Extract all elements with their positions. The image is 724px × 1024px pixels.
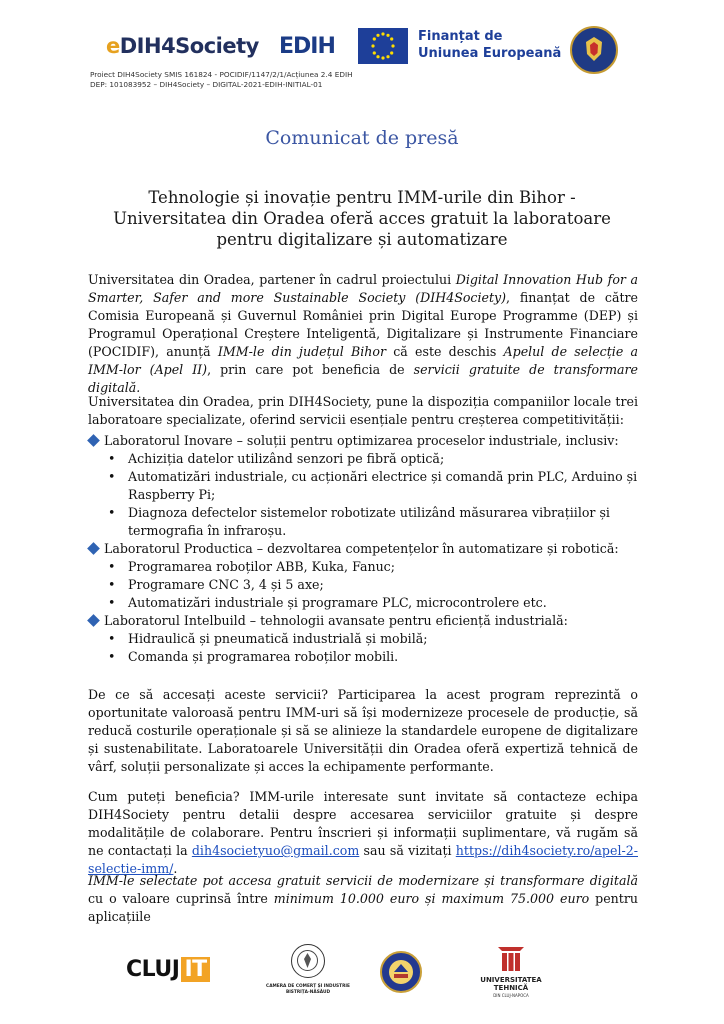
lab-intelbuild-items [88,630,648,666]
list-item: • Automatizări industriale, cu acționări electrice și comandă prin PLC, Arduino și Raspberry Pi; [88,468,648,504]
p1-text-3: că este deschis [386,344,504,359]
p5-italic-2: minimum 10.000 euro și maximum 75.000 euro [273,891,590,906]
cluj-it-logo [126,957,210,982]
p1-project-name: Digital Innovation Hub for a Smarter, Safer and more Sustainable Society (DIH4Society) [88,272,639,305]
list-item: • Hidraulică și pneumatică industrială și mobilă; [88,630,648,648]
how-paragraph [88,788,638,878]
utcn-logo-icon [496,945,526,973]
romanian-government-seal-icon [570,26,618,74]
p1-text-1: Universitatea din Oradea, partener în cadrul proiectului [88,272,456,287]
why-paragraph: De ce să accesați aceste servicii? Participarea la acest program reprezintă o oportunitate valoroasă pentru IMM-uri să își modernizeze procesele de producție, să reducă costurile operaționale și să se alinieze la standardele europene de digitalizare și sustenabilitate. Laboratoarele Universității din Oradea oferă expertiză tehnică de vârf, soluții personalizate și acces la echipamente performante. [88,687,638,774]
lab-inovare-items [88,450,648,540]
email-link[interactable]: dih4societyuo@gmail.com [191,843,360,858]
project-info-line2: DEP: 101083952 – DIH4Society – DIGITAL-2021-EDIH-INITIAL-01 [90,80,323,89]
diamond-bullet-icon [87,614,100,627]
website-link[interactable]: https://dih4society.ro/apel-2-selectie-imm/ [88,843,638,876]
p1-services: servicii gratuite de transformare digitală. [88,362,638,395]
eu-text-line1: Finanțat de [418,29,503,44]
eu-text-line2: Uniunea Europeană [418,46,562,61]
p4-text-3: . [173,861,178,876]
p1-text-4: , prin care pot beneficia de [207,362,414,377]
p1-call-name: Apelul de selecție a IMM-lor (Apel II) [88,344,639,377]
cluj-text: CLUJ [126,957,180,982]
cluj-it-badge: IT [181,957,209,982]
lab-productica [88,540,648,558]
chamber-of-commerce-seal-icon [291,944,325,978]
list-item: • Diagnoza defectelor sistemelor robotizate utilizând măsurarea vibrațiilor și termografia în infraroșu. [88,504,648,540]
lab-title: Laboratorul Intelbuild – tehnologii avansate pentru eficiență industrială: [104,613,568,628]
p4-text-1: Cum puteți beneficia? IMM-urile interesate sunt invitate să contacteze echipa DIH4Society pentru detalii despre accesarea serviciilor gratuite și despre modalitățile de colaborare. Pentru înscrieri și informații suplimentare, vă rugăm să ne contactați la [88,789,638,858]
lab-title: Laboratorul Productica – dezvoltarea competențelor în automatizare și robotică: [104,541,619,556]
p1-text-2: , finanțat de către Comisia Europeană și Guvernul României prin Digital Europe Programme (DEP) și Programul Operațional Creștere Inteligentă, Digitalizare și Instrumente Financiare (POCIDIF), anunță [88,290,638,359]
edih-logo: EDIH [279,34,335,59]
list-item: • Comanda și programarea roboților mobili. [88,648,648,666]
p5-text-1: cu o valoare cuprinsă între [88,891,274,906]
utcn-name: UNIVERSITATEA TEHNICĂ [480,976,542,992]
lab-inovare [88,432,648,450]
labs-list [88,432,648,666]
eu-flag-icon [358,28,408,64]
value-paragraph [88,872,638,926]
headline: Tehnologie și inovație pentru IMM-urile din Bihor -Universitatea din Oradea oferă acces gratuit la laboratoare pentru digitalizare și automatizare [113,188,611,249]
p4-text-2: sau să vizitați [359,843,456,858]
university-oradea-seal-icon [380,951,422,993]
diamond-bullet-icon [87,434,100,447]
list-item: • Achiziția datelor utilizând senzori pe fibră optică; [88,450,648,468]
utcn-city: DIN CLUJ-NAPOCA [493,993,529,998]
chamber-of-commerce-text: CAMERA DE COMERȚ ȘI INDUSTRIE BISTRIȚA-NĂSĂUD [266,984,350,995]
labs-intro-paragraph: Universitatea din Oradea, prin DIH4Society, pune la dispoziția companiilor locale trei laboratoare specializate, oferind servicii esențiale pentru creșterea competitivității: [88,394,638,427]
edih4society-logo [106,34,259,58]
list-item: • Programarea roboților ABB, Kuka, Fanuc; [88,558,648,576]
lab-title: Laboratorul Inovare – soluții pentru optimizarea proceselor industriale, inclusiv: [104,433,619,448]
logo-dih4society: DIH4Society [119,34,259,58]
list-item: • Programare CNC 3, 4 și 5 axe; [88,576,648,594]
intro-paragraph [88,271,638,397]
press-release-title: Comunicat de presă [265,127,459,149]
utcn-emblem-icon [496,945,526,973]
p5-italic-1: IMM-le selectate pot accesa gratuit servicii de modernizare și transformare digitală [88,873,638,888]
p5-text-2: pentru aplicațiile [88,891,638,924]
chamber-emblem-icon [292,945,323,976]
lab-productica-items [88,558,648,612]
project-info-line1: Proiect DIH4Society SMIS 161824 - POCIDIF/1147/2/1/Acțiunea 2.4 EDIH [90,70,353,79]
p1-target: IMM-le din județul Bihor [217,344,387,359]
logo-e: e [106,34,120,58]
coat-of-arms-icon [572,28,616,72]
lab-intelbuild [88,612,648,630]
list-item: • Automatizări industriale și programare PLC, microcontrolere etc. [88,594,648,612]
university-emblem-icon [382,953,420,991]
eu-stars-icon [358,28,408,64]
eu-funding-text [418,28,561,62]
diamond-bullet-icon [87,542,100,555]
